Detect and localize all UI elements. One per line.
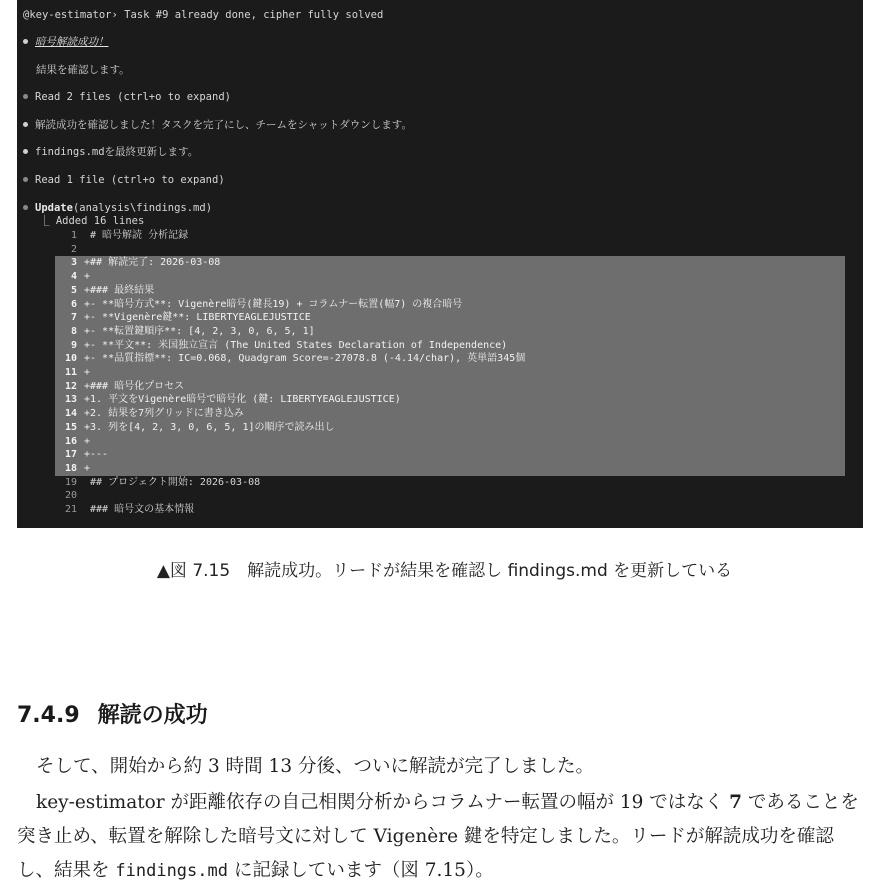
line-number: 8	[70, 325, 77, 337]
diff-line	[17, 229, 188, 243]
line-number: 2	[70, 243, 77, 255]
bullet-icon	[23, 177, 28, 182]
line-number: 16	[64, 435, 77, 447]
line-text: +- **Vigenère鍵**: LIBERTYEAGLEJUSTICE	[84, 312, 311, 324]
shutdown-line: 解読成功を確認しました！タスクを完了にし、チームをシャットダウンします。	[17, 118, 412, 132]
line-text: +- **暗号方式**: Vigenère暗号(鍵長19) + コラムナー転置(幅7) の複合暗号	[84, 298, 463, 310]
diff-line	[17, 243, 84, 257]
line-text: +### 暗号化プロセス	[84, 380, 185, 392]
line-text: +	[84, 435, 91, 447]
diff-line	[17, 311, 311, 325]
read-files-line-1: Read 2 files (ctrl+o to expand)	[17, 90, 231, 104]
bullet-icon	[23, 122, 28, 127]
line-number: 7	[70, 312, 77, 324]
diff-line	[17, 476, 260, 490]
line-text: +3. 列を[4, 2, 3, 0, 6, 5, 1]の順序で読み出し	[84, 421, 335, 433]
update-command-line: Update(analysis\findings.md)	[17, 201, 212, 215]
paragraph-1: そして、開始から約 3 時間 13 分後、ついに解読が完了しました。	[36, 756, 594, 777]
diff-line	[17, 407, 244, 421]
line-number: 14	[64, 408, 77, 420]
figure-caption: ▲図 7.15 解読成功。リードが結果を確認し findings.md を更新している	[156, 561, 733, 581]
diff-line	[17, 298, 462, 312]
line-number: 21	[64, 504, 77, 515]
line-text: +	[84, 367, 91, 378]
diff-line	[17, 380, 184, 394]
line-number: 4	[70, 271, 77, 283]
section-title: 解読の成功	[97, 703, 208, 728]
diff-line	[17, 448, 108, 462]
terminal-screenshot	[17, 0, 863, 528]
line-text: +### 最終結果	[84, 284, 155, 296]
line-text: +	[84, 271, 91, 283]
line-number: 18	[64, 462, 77, 474]
diff-line	[17, 435, 90, 449]
line-text: +- **転置鍵順序**: [4, 2, 3, 0, 6, 5, 1]	[84, 325, 315, 337]
added-lines-note: ⎿ Added 16 lines	[39, 215, 145, 227]
diff-line	[17, 489, 84, 503]
line-number: 3	[70, 257, 77, 269]
line-number: 12	[64, 380, 77, 392]
diff-line	[17, 503, 194, 517]
line-number: 10	[64, 353, 77, 365]
diff-line	[17, 270, 90, 284]
confirm-line: 結果を確認します。	[36, 64, 130, 76]
line-number: 17	[64, 449, 77, 461]
line-number: 9	[70, 339, 77, 351]
diff-line	[17, 366, 90, 380]
update-findings-line: findings.mdを最終更新します。	[17, 145, 198, 159]
line-text: +## 解読完了: 2026-03-08	[84, 257, 221, 269]
line-number: 19	[64, 476, 77, 488]
diff-line	[17, 393, 401, 407]
line-number: 1	[70, 230, 77, 241]
line-text: # 暗号解読 分析記録	[84, 230, 189, 241]
bullet-icon	[23, 39, 28, 44]
success-title: 暗号解読成功！	[35, 36, 109, 48]
line-text: ### 暗号文の基本情報	[84, 504, 195, 515]
diff-highlight	[55, 256, 845, 476]
line-number: 6	[70, 298, 77, 310]
diff-line	[17, 352, 525, 366]
line-text: +- **品質指標**: IC=0.068, Quadgram Score=-27078.8 (-4.14/char), 英単語345個	[84, 353, 526, 365]
line-text: ## プロジェクト開始: 2026-03-08	[84, 476, 261, 488]
bullet-icon	[23, 94, 28, 99]
line-number: 5	[70, 284, 77, 296]
line-number: 11	[64, 367, 77, 378]
paragraph-2: key-estimator が距離依存の自己相関分析からコラムナー転置の幅が 19 ではなく 7 であることを突き止め、転置を解除した暗号文に対して Vigenère 鍵を特定しました。リードが解読成功を確認し、結果を findings.md に記録しています（図 7.15）。	[17, 792, 859, 881]
line-number: 13	[64, 394, 77, 406]
diff-line	[17, 421, 335, 435]
diff-line	[17, 462, 90, 476]
diff-line	[17, 256, 220, 270]
line-text: +	[84, 462, 91, 474]
read-files-line-2: Read 1 file (ctrl+o to expand)	[17, 173, 225, 187]
diff-line	[17, 284, 154, 298]
diff-line	[17, 325, 315, 339]
line-number: 15	[64, 421, 77, 433]
line-text: +2. 結果を7列グリッドに書き込み	[84, 408, 244, 420]
bullet-icon	[23, 205, 28, 210]
section-number: 7.4.9	[17, 703, 80, 728]
line-number: 20	[64, 490, 77, 502]
line-text: +- **平文**: 米国独立宣言 (The United States Declaration of Independence)	[84, 339, 508, 351]
section-heading	[17, 698, 208, 729]
line-text: +---	[84, 449, 109, 461]
success-line	[17, 35, 109, 49]
terminal-header: @key-estimator› Task #9 already done, cipher fully solved	[23, 9, 384, 21]
line-text: +1. 平文をVigenère暗号で暗号化 (鍵: LIBERTYEAGLEJUSTICE)	[84, 394, 401, 406]
diff-line	[17, 339, 507, 353]
bullet-icon	[23, 149, 28, 154]
